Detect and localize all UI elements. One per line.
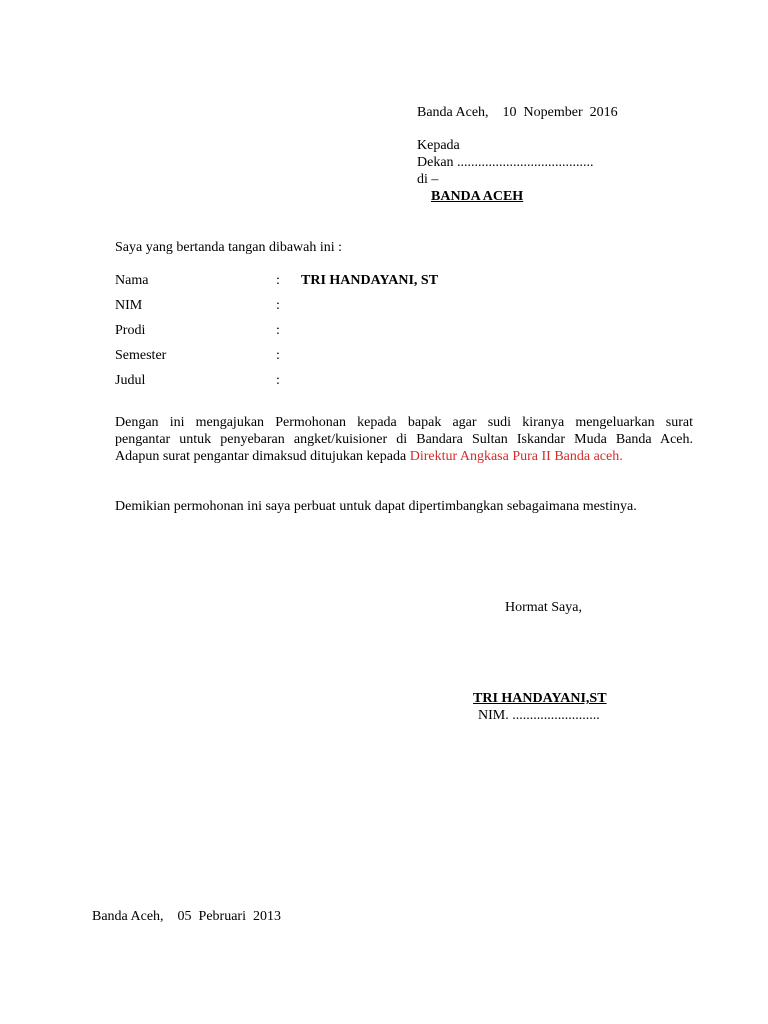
recipient-dekan: Dekan ....................................... xyxy=(417,155,594,170)
body-line-3-text: Adapun surat pengantar dimaksud ditujukan kepada xyxy=(115,449,410,464)
field-label-semester: Semester xyxy=(115,348,167,363)
body-paragraph xyxy=(115,414,693,465)
recipient-highlight: Direktur Angkasa Pura II Banda aceh. xyxy=(409,449,623,464)
closing-text: Demikian permohonan ini saya perbuat untuk dapat dipertimbangkan sebagaimana mestinya. xyxy=(115,499,637,514)
body-line-2: pengantar untuk penyebaran angket/kuisioner di Bandara Sultan Iskandar Muda Banda Aceh. xyxy=(115,432,693,447)
signature-name: TRI HANDAYANI,ST xyxy=(473,691,607,706)
field-label-nama: Nama xyxy=(115,273,149,288)
field-colon: : xyxy=(276,348,280,363)
letter-place-date: Banda Aceh, 10 Nopember 2016 xyxy=(417,105,618,120)
field-value-nama: TRI HANDAYANI, ST xyxy=(301,273,439,288)
field-colon: : xyxy=(276,373,280,388)
field-label-nim: NIM xyxy=(115,298,143,313)
intro-text: Saya yang bertanda tangan dibawah ini : xyxy=(115,240,343,255)
recipient-di: di – xyxy=(417,172,439,187)
recipient-city: BANDA ACEH xyxy=(431,189,524,204)
field-colon: : xyxy=(276,298,280,313)
footer-date: Banda Aceh, 05 Pebruari 2013 xyxy=(92,909,281,924)
field-colon: : xyxy=(276,323,280,338)
body-line-1: Dengan ini mengajukan Permohonan kepada bapak agar sudi kiranya mengeluarkan surat xyxy=(115,415,693,430)
signature-greeting: Hormat Saya, xyxy=(505,600,582,615)
recipient-kepada: Kepada xyxy=(417,138,460,153)
signature-nim: NIM. ......................... xyxy=(478,708,600,723)
body-line-3 xyxy=(115,448,693,465)
field-colon: : xyxy=(276,273,280,288)
field-label-judul: Judul xyxy=(115,373,146,388)
field-label-prodi: Prodi xyxy=(115,323,146,338)
